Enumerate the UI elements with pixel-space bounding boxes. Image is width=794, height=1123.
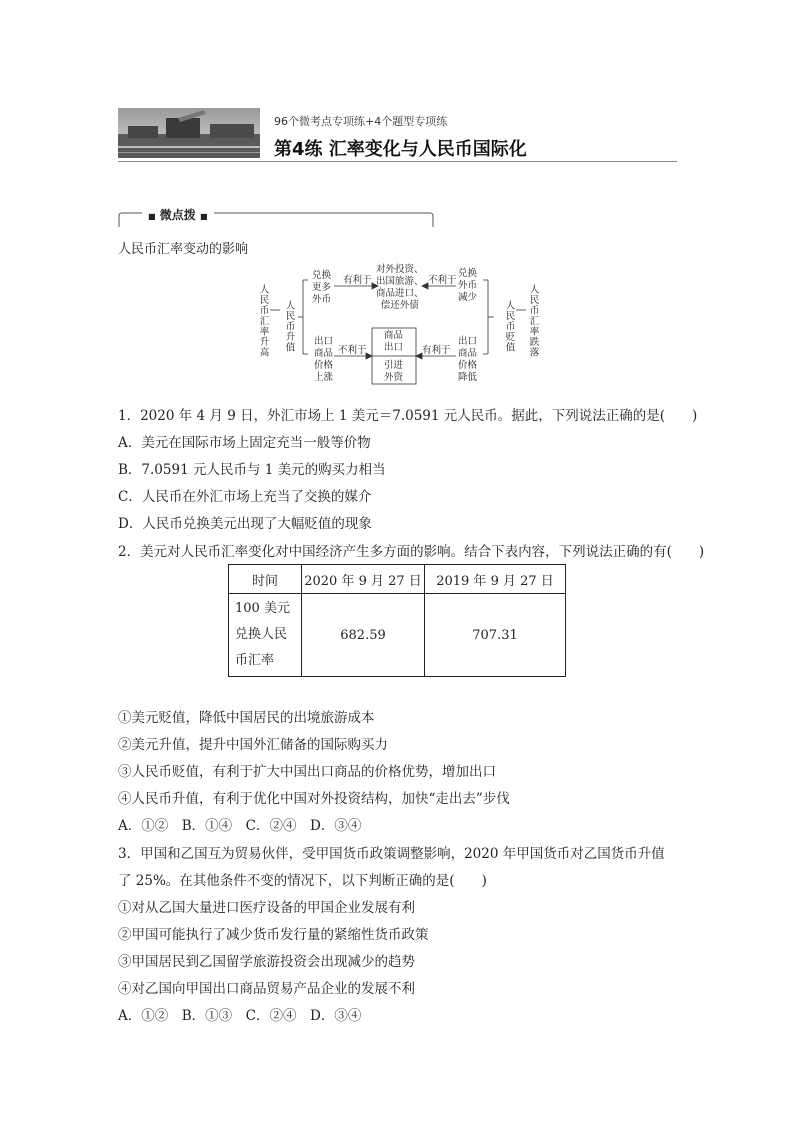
q2-stem: 2．美元对人民币汇率变化对中国经济产生多方面的影响。结合下表内容，下列说法正确的有( ) [118,544,705,560]
square-icon: ■ [199,212,208,221]
exchange-rate-diagram [250,262,550,392]
bottom-right-arrow-label: 有利于 [422,345,451,356]
bottom-center-bottom-text: 引进 外资 [384,360,404,383]
left-outer-label: 人民币汇率升高 [257,284,269,358]
table-header-cell: 时间 [229,565,302,594]
q1-stem: 1．2020 年 4 月 9 日，外汇市场上 1 美元＝7.0591 元人民币。据此，下列说法正确的是( ) [118,408,698,424]
q1-option-d: D．人民币兑换美元出现了大幅贬值的现象 [118,516,372,532]
page-title: 第4练 汇率变化与人民币国际化 [274,139,527,160]
square-icon: ■ [148,212,156,221]
q2-item-2: ②美元升值，提升中国外汇储备的国际购买力 [118,737,388,753]
table-row [229,594,566,677]
top-right-arrow-label: 不利于 [428,275,457,286]
table-cell: 682.59 [302,594,425,677]
section-heading: 人民币汇率变动的影响 [118,242,249,257]
table-header-row [229,565,566,594]
table-header-cell: 2019 年 9 月 27 日 [425,565,566,594]
q3-item-1: ①对从乙国大量进口医疗设备的甲国企业发展有利 [118,900,415,916]
q3-item-2: ②甲国可能执行了减少货币发行量的紧缩性货币政策 [118,927,429,943]
table-header-cell: 2020 年 9 月 27 日 [302,565,425,594]
q3-stem-line1: 3．甲国和乙国互为贸易伙伴，受甲国货币政策调整影响，2020 年甲国货币对乙国货币升值 [118,846,665,862]
section-label [142,206,214,223]
q2-item-3: ③人民币贬值，有利于扩大中国出口商品的价格优势，增加出口 [118,764,496,780]
table-cell: 707.31 [425,594,566,677]
header-divider [118,161,677,162]
q1-option-a: A．美元在国际市场上固定充当一般等价物 [118,435,371,451]
q3-choices: A．①② B．①③ C．②④ D．③④ [118,1008,362,1024]
header-photo [118,108,260,158]
bottom-left-text: 出口 商品 价格 上涨 [314,336,334,383]
exchange-rate-table [228,564,566,677]
bottom-center-top-text: 商品 出口 [384,330,404,353]
q1-option-b: B．7.0591 元人民币与 1 美元的购买力相当 [118,462,386,478]
q2-choices: A．①② B．①④ C．②④ D．③④ [118,818,362,834]
q2-item-1: ①美元贬值，降低中国居民的出境旅游成本 [118,710,375,726]
header-subtitle: 96个微考点专项练+4个题型专项练 [274,115,448,128]
table-row-label: 100 美元 兑换人民 币汇率 [229,594,302,677]
top-center-text: 对外投资、 出国旅游、 商品进口、 偿还外债 [376,264,424,311]
q1-option-c: C．人民币在外汇市场上充当了交换的媒介 [118,489,372,505]
right-outer-label: 人民币汇率跌落 [527,284,539,358]
q3-item-3: ③甲国居民到乙国留学旅游投资会出现减少的趋势 [118,954,415,970]
q3-stem-line2: 了 25%。在其他条件不变的情况下，以下判断正确的是( ) [118,873,487,889]
bottom-right-text: 出口 商品 价格 降低 [458,336,478,383]
top-left-arrow-label: 有利于 [343,275,372,286]
q3-item-4: ④对乙国向甲国出口商品贸易产品企业的发展不利 [118,981,415,997]
top-left-text: 兑换 更多 外币 [312,270,332,305]
q2-item-4: ④人民币升值，有利于优化中国对外投资结构，加快“走出去”步伐 [118,791,510,807]
bottom-left-arrow-label: 不利于 [338,345,367,356]
section-label-text: 微点拨 [159,208,196,222]
top-right-text: 兑换 外币 减少 [458,268,478,303]
right-inner-label: 人民币贬值 [503,300,515,353]
left-inner-label: 人民币升值 [283,300,295,353]
